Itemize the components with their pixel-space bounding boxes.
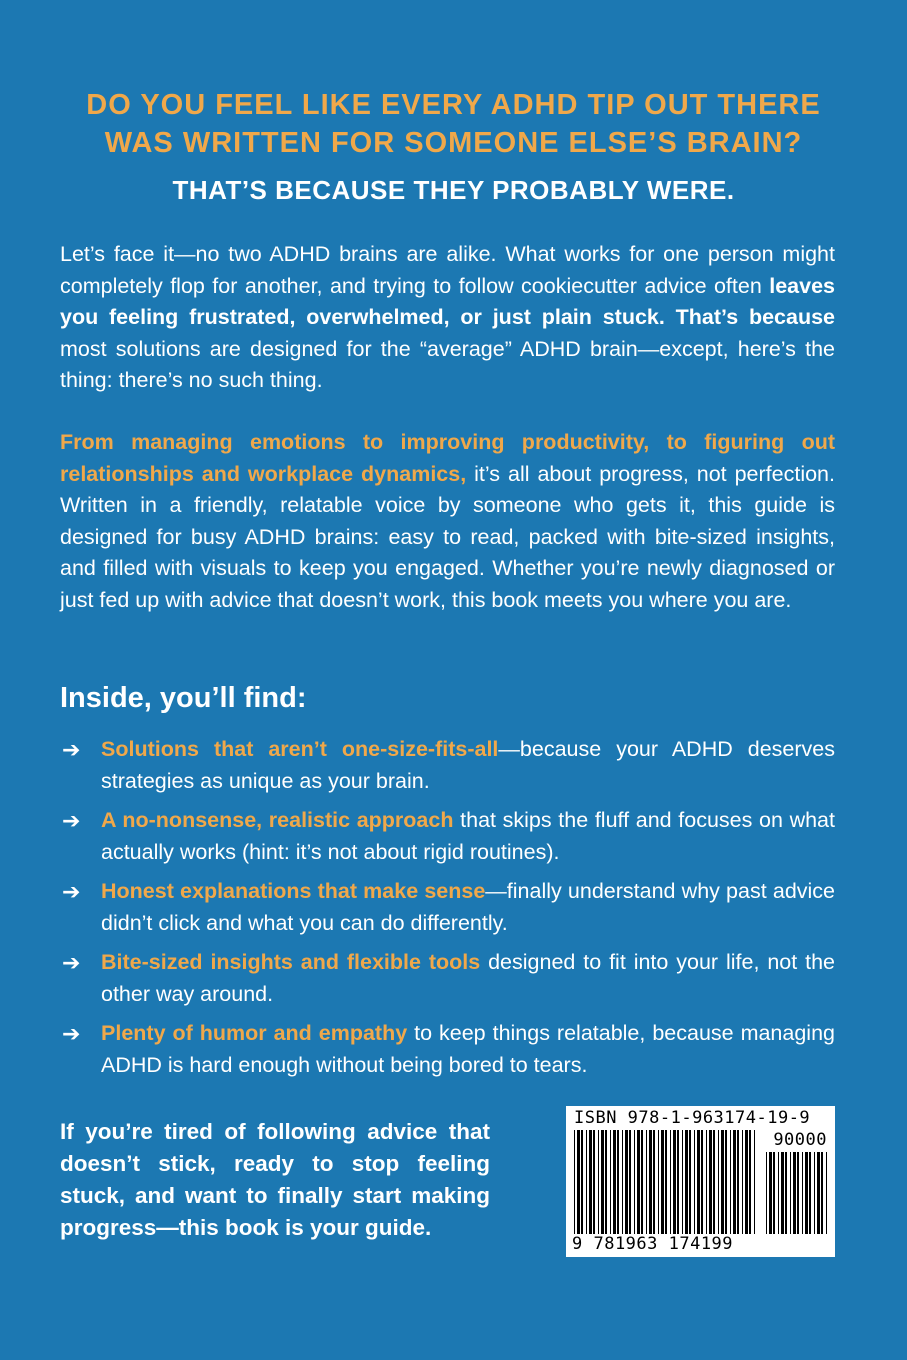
list-item-highlight: Bite-sized insights and flexible tools [101,950,481,974]
headline-line-2: WAS WRITTEN FOR SOMEONE ELSE’S BRAIN? [104,127,803,159]
list-item-highlight: Plenty of humor and empathy [101,1021,408,1045]
isbn-label: ISBN 978-1-963174-19-9 [574,1108,811,1128]
list-item-highlight: Solutions that aren’t one-size-fits-all [101,737,499,761]
feature-list [60,734,835,1089]
headline [40,86,867,162]
list-item-highlight: A no-nonsense, realistic approach [101,808,454,832]
list-item [60,947,835,1010]
price-barcode-bars [764,1152,829,1234]
price-code: 90000 [773,1130,827,1150]
subheadline: THAT’S BECAUSE THEY PROBABLY WERE. [172,175,735,205]
list-item [60,1018,835,1081]
barcode-bars [572,1130,757,1234]
closing-call-to-action: If you’re tired of following advice that doesn’t stick, ready to stop feeling stuck, and want to finally start making progress—this book is your guide. [60,1119,490,1240]
list-item [60,805,835,868]
isbn-barcode [566,1106,835,1257]
description-text: it’s all about progress, not perfection. Written in a friendly, relatable voice by someone who gets it, this guide is designed for busy ADHD brains: easy to read, packed with bite-sized insights, and filled with visuals to keep you engaged. Whether you’re newly diagnosed or just fed up with advice that doesn’t work, this book meets you where you are. [60,461,835,612]
description-paragraph [60,427,835,616]
intro-text-2: most solutions are designed for the “average” ADHD brain—except, here’s the thing: there’s no such thing. [60,336,835,392]
list-item-text: —finally understand why past advice didn’t click and what you can do differently. [101,879,836,935]
list-item-text: to keep things relatable, because managing ADHD is hard enough without being bored to tears. [101,1021,835,1077]
inside-heading: Inside, you’ll find: [60,682,307,714]
arrow-icon: ➔ [62,737,81,762]
list-item-text: designed to fit into your life, not the other way around. [101,950,835,1006]
intro-emphasis: leaves you feeling frustrated, overwhelmed, or just plain stuck. That’s because [60,273,835,329]
arrow-icon: ➔ [62,879,81,904]
list-item-text: that skips the fluff and focuses on what actually works (hint: it’s not about rigid routines). [101,808,835,864]
list-item [60,876,835,939]
arrow-icon: ➔ [62,1021,81,1046]
ean-digits: 9 781963 174199 [572,1234,734,1254]
arrow-icon: ➔ [62,808,81,833]
headline-line-1: DO YOU FEEL LIKE EVERY ADHD TIP OUT THERE [86,89,821,121]
list-item-highlight: Honest explanations that make sense [101,879,486,903]
description-highlight: From managing emotions to improving productivity, to figuring out relationships and workplace dynamics, [60,430,835,486]
arrow-icon: ➔ [62,950,81,975]
list-item-text: —because your ADHD deserves strategies as unique as your brain. [101,737,835,793]
intro-paragraph [60,239,835,397]
intro-text-1: Let’s face it—no two ADHD brains are alike. What works for one person might completely flop for another, and trying to follow cookiecutter advice often [60,242,835,298]
list-item [60,734,835,797]
